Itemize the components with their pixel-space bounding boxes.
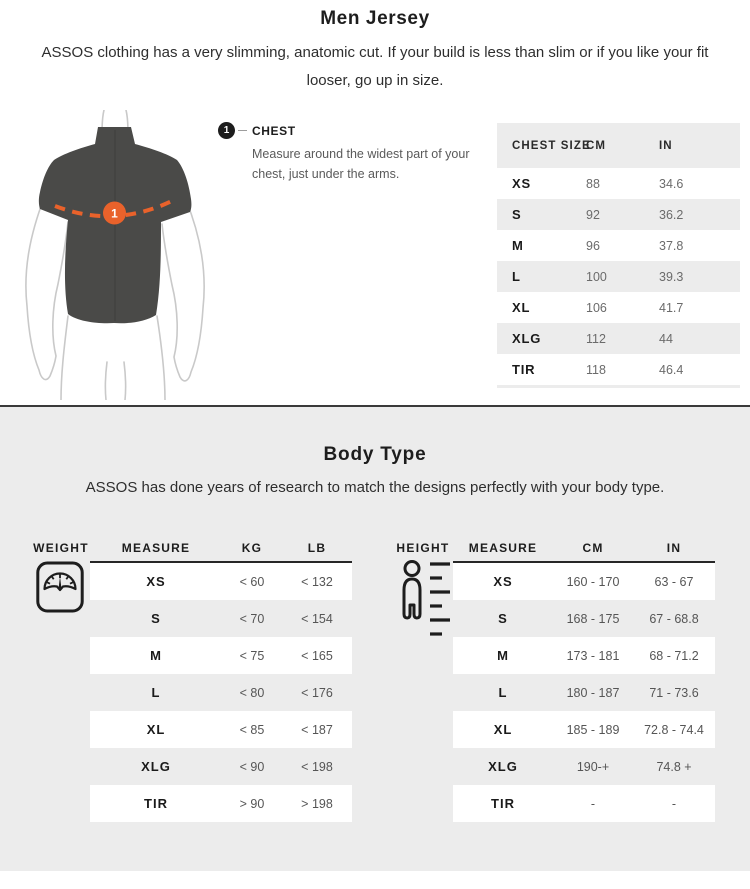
body-type-intro: ASSOS has done years of research to match the designs perfectly with your body type. — [85, 479, 665, 496]
lb-value: > 198 — [301, 796, 333, 811]
header-chest-size: CHEST SIZE — [512, 139, 591, 152]
chest-marker-number: 1 — [111, 206, 118, 221]
in-value: 63 - 67 — [654, 574, 694, 589]
in-value: 68 - 71.2 — [649, 648, 699, 663]
height-measure-icon — [398, 558, 450, 652]
table-row — [453, 563, 715, 600]
in-value: 34.6 — [659, 176, 684, 191]
lb-value: < 154 — [301, 611, 333, 626]
cm-value: 88 — [586, 176, 600, 191]
height-table — [453, 534, 715, 822]
table-row — [90, 748, 352, 785]
lb-value: < 165 — [301, 648, 333, 663]
height-table-body — [453, 561, 715, 822]
header-cm: CM — [586, 139, 607, 152]
chest-annotation-text — [252, 122, 497, 184]
table-row — [453, 637, 715, 674]
header-cm: CM — [582, 540, 604, 555]
chest-size-table — [497, 123, 740, 388]
body-type-section — [0, 405, 750, 871]
size-label: XL — [512, 300, 531, 315]
table-row — [453, 674, 715, 711]
size-label: XL — [146, 722, 166, 737]
height-column-label: HEIGHT — [396, 540, 450, 555]
in-value: 37.8 — [659, 238, 684, 253]
in-value: 46.4 — [659, 362, 684, 377]
scale-icon — [36, 561, 84, 613]
header-in: IN — [659, 139, 673, 152]
in-value: 74.8 + — [656, 759, 692, 774]
cm-value: 168 - 175 — [566, 611, 620, 626]
page-title: Men Jersey — [320, 8, 430, 29]
header-in: IN — [666, 540, 682, 555]
kg-value: > 90 — [239, 796, 265, 811]
in-value: 72.8 - 74.4 — [644, 722, 704, 737]
numbered-badge-1-icon: 1 — [218, 122, 235, 139]
lb-value: < 198 — [301, 759, 333, 774]
size-label: S — [498, 611, 508, 626]
table-row — [90, 785, 352, 822]
table-row — [497, 199, 740, 230]
table-row — [90, 637, 352, 674]
in-value: 67 - 68.8 — [649, 611, 699, 626]
size-label: XL — [493, 722, 513, 737]
lb-value: < 176 — [301, 685, 333, 700]
chest-annotation — [218, 122, 497, 184]
chest-table-header — [497, 123, 740, 168]
size-label: L — [512, 269, 521, 284]
cm-value: 96 — [586, 238, 600, 253]
size-label: M — [512, 238, 524, 253]
cm-value: - — [590, 796, 596, 811]
cm-value: 185 - 189 — [566, 722, 620, 737]
weight-table — [90, 534, 352, 822]
table-row — [497, 354, 740, 385]
annotation-title: CHEST — [252, 124, 296, 138]
header-kg: KG — [241, 540, 263, 555]
cm-value: 112 — [586, 331, 606, 346]
size-label: XLG — [488, 759, 518, 774]
size-label: M — [497, 648, 509, 663]
table-row — [453, 711, 715, 748]
table-row — [90, 674, 352, 711]
in-value: 41.7 — [659, 300, 684, 315]
page-header — [0, 0, 750, 95]
cm-value: 173 - 181 — [566, 648, 620, 663]
weight-table-body — [90, 561, 352, 822]
cm-value: 92 — [586, 207, 600, 222]
cm-value: 160 - 170 — [566, 574, 620, 589]
table-row — [90, 563, 352, 600]
weight-table-header — [90, 534, 352, 561]
kg-value: < 90 — [239, 759, 265, 774]
in-value: 36.2 — [659, 207, 684, 222]
header-measure: MEASURE — [121, 540, 191, 555]
lb-value: < 132 — [301, 574, 333, 589]
in-value: 44 — [659, 331, 673, 346]
cm-value: 106 — [586, 300, 607, 315]
chest-table-body — [497, 168, 740, 385]
size-label: TIR — [512, 362, 536, 377]
jersey-illustration — [10, 110, 220, 400]
kg-value: < 60 — [239, 574, 265, 589]
size-label: TIR — [144, 796, 168, 811]
table-row — [453, 748, 715, 785]
table-row — [90, 711, 352, 748]
cm-value: 180 - 187 — [566, 685, 620, 700]
annotation-description: Measure around the widest part of your chest, just under the arms. — [252, 147, 470, 181]
size-label: L — [498, 685, 508, 700]
lb-value: < 187 — [301, 722, 333, 737]
kg-value: < 75 — [239, 648, 265, 663]
size-label: S — [151, 611, 161, 626]
size-label: M — [150, 648, 162, 663]
weight-column-label: WEIGHT — [33, 540, 89, 555]
size-label: XS — [493, 574, 513, 589]
table-row — [453, 785, 715, 822]
table-row — [497, 323, 740, 354]
size-label: XLG — [512, 331, 542, 346]
kg-value: < 70 — [239, 611, 265, 626]
kg-value: < 85 — [239, 722, 265, 737]
in-value: - — [671, 796, 677, 811]
table-row — [497, 168, 740, 199]
header-measure: MEASURE — [468, 540, 538, 555]
size-label: XS — [512, 176, 531, 191]
cm-value: 190-+ — [576, 759, 610, 774]
size-label: S — [512, 207, 522, 222]
table-row — [497, 261, 740, 292]
table-row — [90, 600, 352, 637]
cm-value: 100 — [586, 269, 607, 284]
cm-value: 118 — [586, 362, 606, 377]
height-table-header — [453, 534, 715, 561]
badge-connector-line — [238, 130, 247, 131]
chest-measure-section — [0, 110, 750, 405]
size-label: TIR — [491, 796, 515, 811]
table-row — [453, 600, 715, 637]
size-label: L — [151, 685, 161, 700]
page-intro: ASSOS clothing has a very slimming, anatomic cut. If your build is less than slim or if you like your fit looser, go up in size. — [41, 44, 709, 89]
header-lb: LB — [307, 540, 327, 555]
in-value: 71 - 73.6 — [649, 685, 699, 700]
table-row — [497, 230, 740, 261]
in-value: 39.3 — [659, 269, 684, 284]
table-row — [497, 292, 740, 323]
size-label: XLG — [141, 759, 171, 774]
kg-value: < 80 — [239, 685, 265, 700]
size-label: XS — [146, 574, 166, 589]
body-type-title: Body Type — [323, 444, 427, 465]
